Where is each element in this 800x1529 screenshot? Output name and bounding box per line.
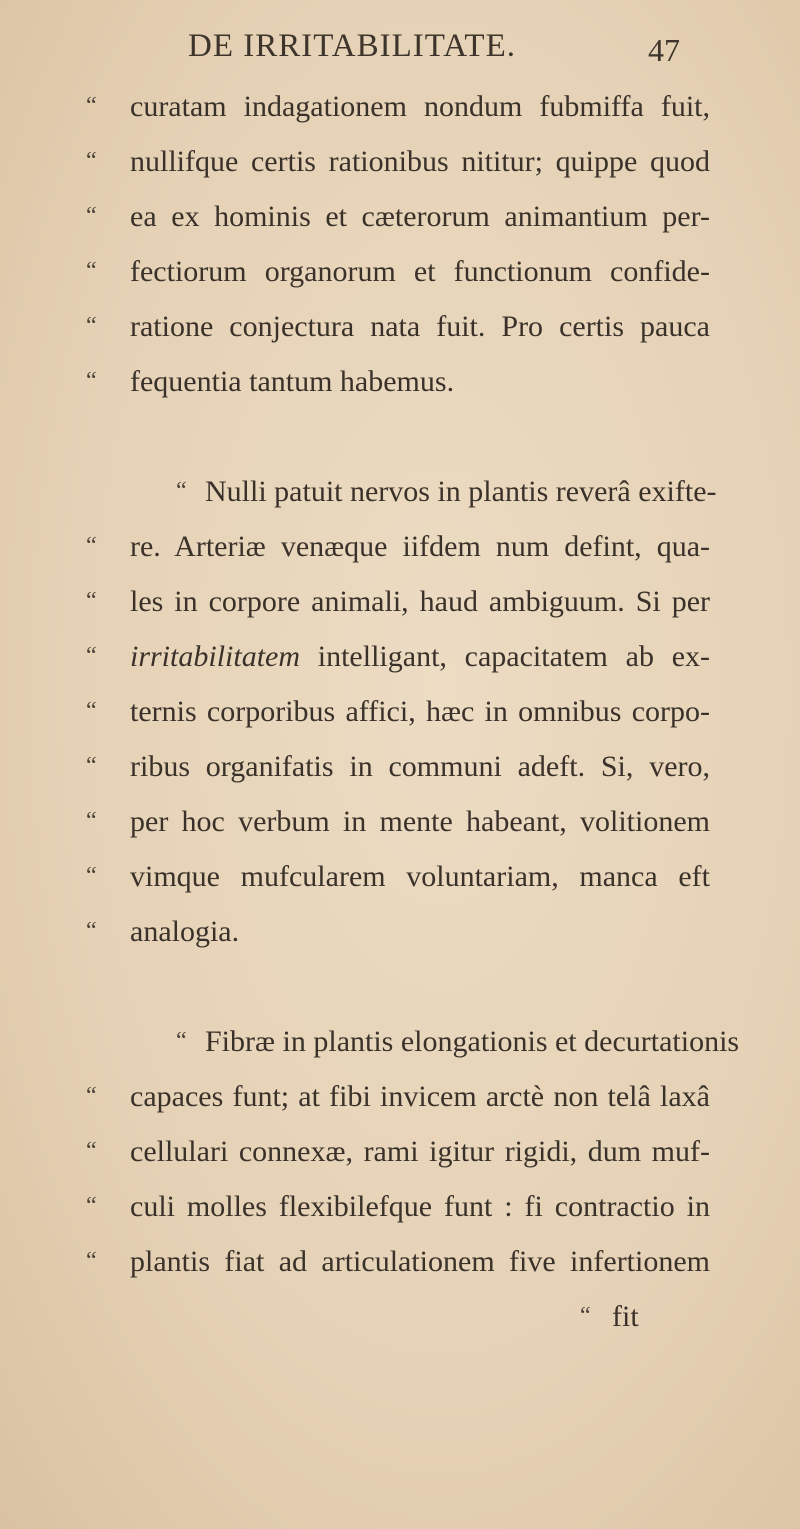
quote-mark: “ <box>86 313 97 339</box>
text-line <box>0 574 800 629</box>
text-line <box>0 629 800 684</box>
text-line <box>0 354 800 409</box>
quote-mark: “ <box>86 1083 97 1109</box>
line-text: fequentia tantum habemus. <box>130 365 455 398</box>
body-text <box>0 79 800 1344</box>
text-line <box>0 189 800 244</box>
text-line <box>0 519 800 574</box>
catchword: fit <box>612 1300 639 1333</box>
quote-mark: “ <box>86 93 97 119</box>
quote-mark: “ <box>86 808 97 834</box>
quote-mark: “ <box>86 643 97 669</box>
quote-mark: “ <box>176 1028 187 1054</box>
line-text: cellulari connexæ, rami igitur rigidi, dum muf- <box>130 1135 710 1168</box>
line-text: curatam indagationem nondum fubmiffa fuit, <box>130 90 710 123</box>
line-text: plantis fiat ad articulationem five infertionem <box>130 1245 710 1278</box>
page-number: 47 <box>648 32 680 68</box>
text-line <box>0 739 800 794</box>
text-line <box>0 794 800 849</box>
catchword-line <box>0 1289 800 1344</box>
text-line <box>0 464 800 519</box>
line-text: les in corpore animali, haud ambiguum. Si per <box>130 585 710 618</box>
text-line <box>0 1234 800 1289</box>
text-line <box>0 1069 800 1124</box>
line-text: capaces funt; at fibi invicem arctè non telâ laxâ <box>130 1080 710 1113</box>
quote-mark: “ <box>86 753 97 779</box>
quote-mark: “ <box>86 1138 97 1164</box>
italic-term: irritabilitatem <box>130 640 301 673</box>
text-line <box>0 684 800 739</box>
line-text: per hoc verbum in mente habeant, volitionem <box>130 805 710 838</box>
quote-mark: “ <box>86 148 97 174</box>
text-line <box>0 904 800 959</box>
quote-mark: “ <box>86 258 97 284</box>
line-text-rest: intelligant, capacitatem ab ex- <box>300 640 710 673</box>
quote-mark: “ <box>86 368 97 394</box>
line-text: Nulli patuit nervos in plantis reverâ exifte- <box>205 475 717 508</box>
line-text <box>130 629 710 684</box>
line-text: Fibræ in plantis elongationis et decurtationis <box>205 1025 740 1058</box>
quote-mark: “ <box>86 1193 97 1219</box>
line-text: ternis corporibus affici, hæc in omnibus corpo- <box>130 695 710 728</box>
quote-mark: “ <box>86 1248 97 1274</box>
quote-mark: “ <box>86 533 97 559</box>
text-line <box>0 1014 800 1069</box>
line-text: analogia. <box>130 915 240 948</box>
line-text: ratione conjectura nata fuit. Pro certis pauca <box>130 310 710 343</box>
text-line <box>0 79 800 134</box>
quote-mark: “ <box>86 698 97 724</box>
quote-mark: “ <box>580 1303 591 1329</box>
page-header <box>0 22 800 72</box>
text-line <box>0 1179 800 1234</box>
quote-mark: “ <box>86 918 97 944</box>
text-line <box>0 134 800 189</box>
line-text: fectiorum organorum et functionum confide- <box>130 255 710 288</box>
quote-mark: “ <box>86 863 97 889</box>
text-line <box>0 1124 800 1179</box>
line-text: nullifque certis rationibus nititur; quippe quod <box>130 145 710 178</box>
quote-mark: “ <box>86 203 97 229</box>
line-text: re. Arteriæ venæque iifdem num defint, qua- <box>130 530 710 563</box>
text-line <box>0 244 800 299</box>
line-text: culi molles flexibilefque funt : fi contractio in <box>130 1190 710 1223</box>
line-text: vimque mufcularem voluntariam, manca eft <box>130 860 710 893</box>
quote-mark: “ <box>86 588 97 614</box>
running-title: DE IRRITABILITATE. <box>188 28 516 64</box>
text-line <box>0 299 800 354</box>
line-text: ribus organifatis in communi adeft. Si, vero, <box>130 750 710 783</box>
line-text: ea ex hominis et cæterorum animantium per- <box>130 200 710 233</box>
text-line <box>0 849 800 904</box>
quote-mark: “ <box>176 478 187 504</box>
